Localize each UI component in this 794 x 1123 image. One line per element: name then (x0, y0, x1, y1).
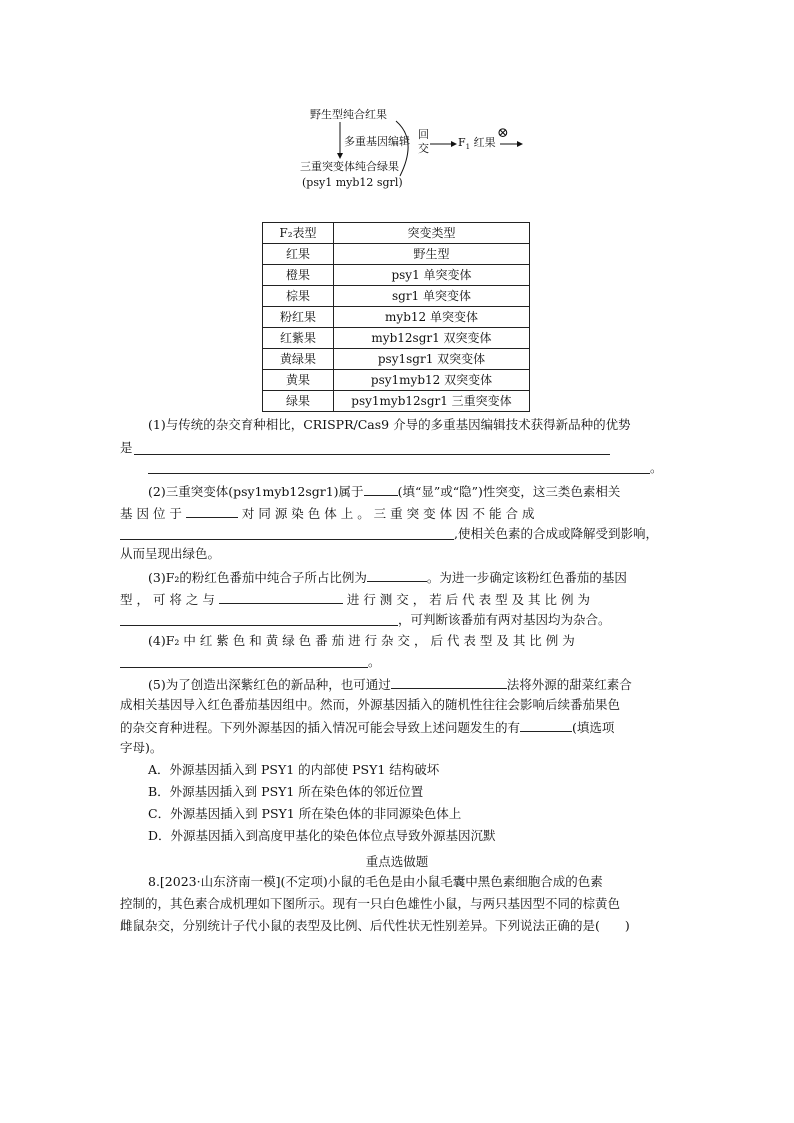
mutant-parent-label: 三重突变体纯合绿果 (300, 160, 399, 173)
phenotype-cell: 红果 (263, 244, 334, 265)
table-header-cell: 突变类型 (334, 223, 530, 244)
q2-blank-pairs[interactable] (186, 504, 238, 518)
q1-line-2-start: 是 (120, 440, 133, 455)
table-row (263, 286, 530, 307)
phenotype-cell: 黄果 (263, 370, 334, 391)
mutation-type-cell: myb12sgr1 双突变体 (334, 328, 530, 349)
q3-line-3: ，可判断该番茄有两对基因均为杂合。 (398, 612, 611, 627)
q3-blank-ratio[interactable] (367, 568, 427, 582)
q2-blank-reason[interactable] (120, 538, 454, 540)
table-row (263, 307, 530, 328)
option-d[interactable]: D．外源基因插入到高度甲基化的染色体位点导致外源基因沉默 (148, 828, 496, 843)
q3-blank-phenotype[interactable] (120, 624, 398, 626)
option-a[interactable]: A．外源基因插入到 PSY1 的内部使 PSY1 结构破坏 (148, 762, 440, 777)
q4-end: 。 (368, 654, 381, 669)
backcross-bracket (396, 121, 408, 176)
q2-line-3: ,使相关色素的合成或降解受到影响， (454, 526, 658, 541)
q3-line-1: (3)F₂的粉红色番茄中纯合子所占比例为 。为进一步确定该粉红色番茄的基因 (148, 570, 627, 585)
table-row (263, 370, 530, 391)
table-row (263, 391, 530, 412)
table-header-row (263, 223, 530, 244)
backcross-label-2: 交 (418, 142, 429, 155)
mutation-type-cell: myb12 单突变体 (334, 307, 530, 328)
selfing-icon: ⊗ (497, 125, 509, 141)
q2-line-1: (2)三重突变体(psy1myb12sgr1)属于 (填“显”或“隐”)性突变，这三类色素相关 (148, 484, 621, 499)
table-row (263, 265, 530, 286)
q2-blank-dominance[interactable] (364, 482, 398, 496)
f1-label: $F_1$ 红果 (458, 136, 496, 152)
option-b[interactable]: B．外源基因插入到 PSY1 所在染色体的邻近位置 (148, 784, 424, 799)
cross-diagram (300, 104, 540, 192)
q3-blank-testcross[interactable] (219, 590, 343, 604)
table-row (263, 328, 530, 349)
q2-line-2: 基 因 位 于 对 同 源 染 色 体 上 。 三 重 突 变 体 因 不 能 合 成 (120, 506, 535, 521)
phenotype-cell: 黄绿果 (263, 349, 334, 370)
q4-line-1: (4)F₂ 中 红 紫 色 和 黄 绿 色 番 茄 进 行 杂 交 ， 后 代 表 型 及 其 比 例 为 (148, 633, 575, 648)
q5-blank-options[interactable] (520, 718, 572, 732)
phenotype-cell: 棕果 (263, 286, 334, 307)
q1-answer-blank-1[interactable] (134, 453, 610, 455)
mutation-type-cell: psy1myb12 双突变体 (334, 370, 530, 391)
mutation-type-cell: psy1myb12sgr1 三重突变体 (334, 391, 530, 412)
mutant-genotype-label: (psy1 myb12 sgrl) (302, 176, 403, 189)
q2-line-4: 从而呈现出绿色。 (120, 546, 221, 561)
backcross-label-1: 回 (418, 128, 429, 141)
q5-line-4: 字母)。 (120, 740, 163, 755)
q8-line-2: 控制的，其色素合成机理如下图所示。现有一只白色雄性小鼠，与两只基因型不同的棕黄色 (120, 896, 621, 911)
phenotype-cell: 粉红果 (263, 307, 334, 328)
mutation-type-cell: sgr1 单突变体 (334, 286, 530, 307)
section-title: 重点选做题 (365, 854, 429, 869)
q5-line-2: 成相关基因导入红色番茄基因组中。然而，外源基因插入的随机性往往会影响后续番茄果色 (120, 697, 621, 712)
table-row (263, 349, 530, 370)
mutation-type-cell: psy1sgr1 双突变体 (334, 349, 530, 370)
q5-line-1: (5)为了创造出深紫红色的新品种，也可通过 法将外源的甜菜红素合 (148, 677, 632, 692)
wild-parent-label: 野生型纯合红果 (310, 108, 387, 121)
q1-line-1: (1)与传统的杂交育种相比，CRISPR/Cas9 介导的多重基因编辑技术获得新品种的优势 (148, 417, 631, 432)
q1-answer-blank-2[interactable] (148, 472, 650, 474)
table-header-cell: F₂表型 (263, 223, 334, 244)
q8-line-3: 雌鼠杂交，分别统计子代小鼠的表型及比例、后代性状无性别差异。下列说法正确的是( ) (120, 918, 630, 933)
option-c[interactable]: C．外源基因插入到 PSY1 所在染色体的非同源染色体上 (148, 806, 462, 821)
q4-blank[interactable] (120, 666, 368, 668)
gene-edit-label: 多重基因编辑 (344, 135, 410, 148)
q5-line-3: 的杂交育种进程。下列外源基因的插入情况可能会导致上述问题发生的有 (填选项 (120, 720, 615, 735)
q3-line-2: 型 ， 可 将 之 与 进 行 测 交 ， 若 后 代 表 型 及 其 比 例 为 (120, 592, 590, 607)
table-row (263, 244, 530, 265)
q1-end: 。 (650, 460, 663, 475)
mutation-type-cell: 野生型 (334, 244, 530, 265)
phenotype-cell: 橙果 (263, 265, 334, 286)
f2-phenotype-table (262, 222, 530, 412)
phenotype-cell: 红紫果 (263, 328, 334, 349)
phenotype-cell: 绿果 (263, 391, 334, 412)
q8-line-1: 8.[2023·山东济南一模](不定项)小鼠的毛色是由小鼠毛囊中黑色素细胞合成的色素 (148, 874, 603, 889)
cross-arrows (300, 104, 540, 192)
q5-blank-method[interactable] (391, 675, 507, 689)
mutation-type-cell: psy1 单突变体 (334, 265, 530, 286)
